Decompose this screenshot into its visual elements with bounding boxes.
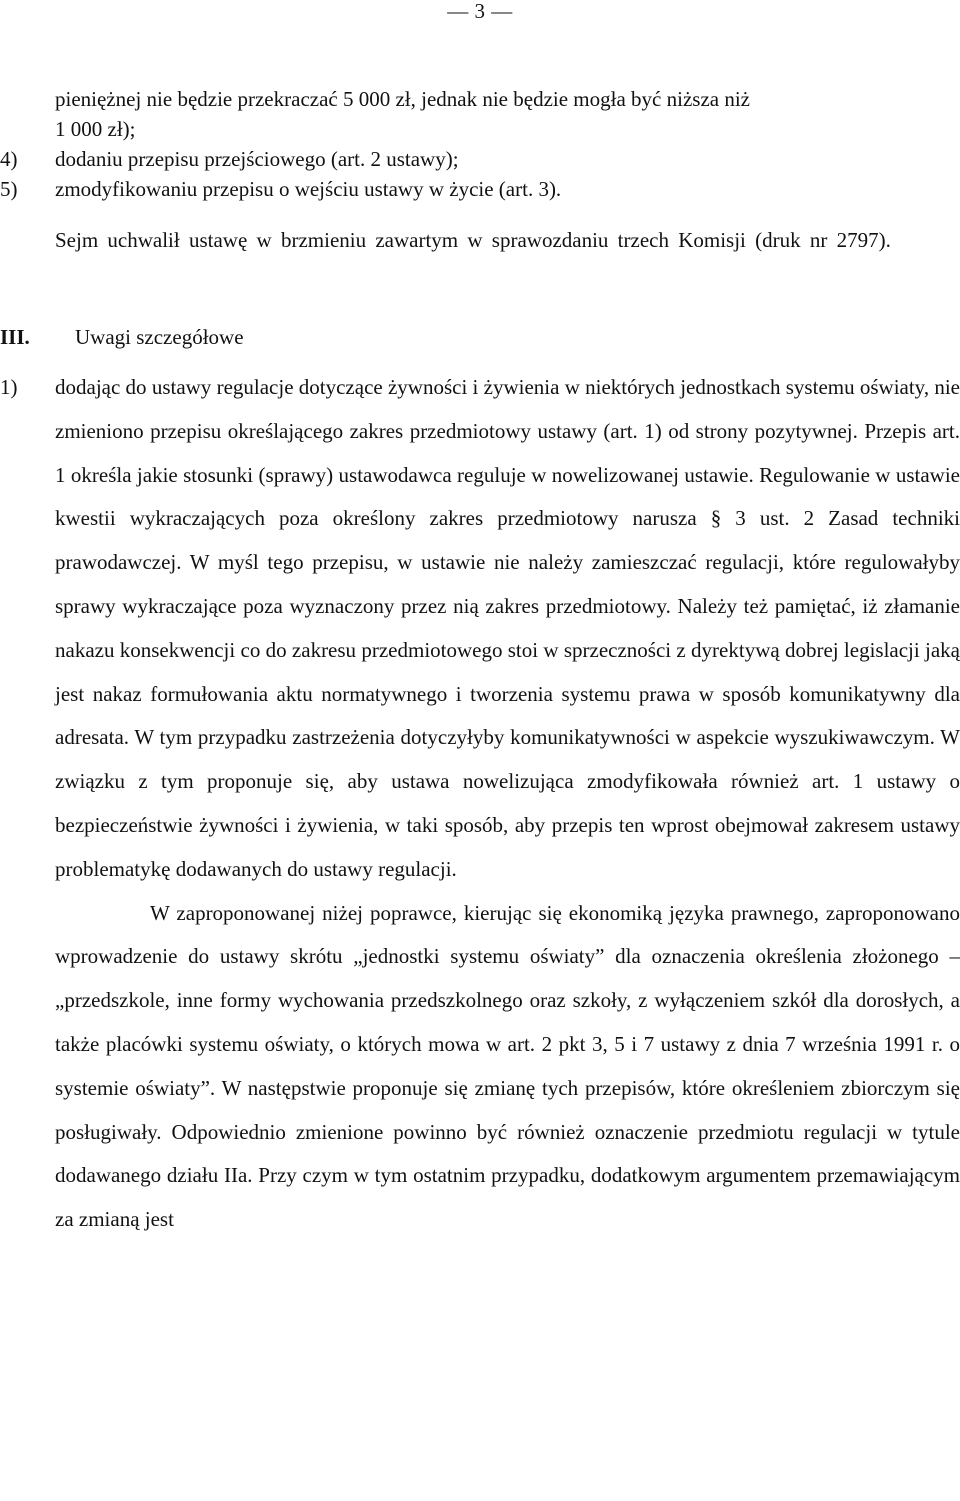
- list-item-number: 5): [0, 177, 18, 201]
- list-item-number: 1): [0, 375, 18, 399]
- list-item-number: 4): [0, 147, 18, 171]
- section-title: Uwagi szczegółowe: [75, 325, 244, 349]
- continuation-line-1: pieniężnej nie będzie przekraczać 5 000 zł, jednak nie będzie mogła być niższa niż: [55, 87, 750, 111]
- list-item-text: zmodyfikowaniu przepisu o wejściu ustawy w życie (art. 3).: [55, 177, 562, 201]
- section-heading: [0, 322, 960, 352]
- list-item: [0, 144, 960, 174]
- list-item: [0, 174, 960, 204]
- section-number: III.: [0, 325, 30, 349]
- page-number: — 3 —: [447, 0, 513, 23]
- list-item-text: dodając do ustawy regulacje dotyczące żywności i żywienia w niektórych jednostkach systemu oświaty, nie zmieniono przepisu określającego zakres przedmiotowy ustawy (art. 1) od strony pozytywnej. Przepis art. 1 określa jakie stosunki (sprawy) ustawodawca reguluje w nowelizowanej ustawie. Regulowanie w ustawie kwestii wykraczających poza określony zakres przedmiotowy narusza § 3 ust. 2 Zasad techniki prawodawczej. W myśl tego przepisu, w ustawie nie należy zamieszczać regulacji, które regulowałyby sprawy wykraczające poza wyznaczony przez nią zakres przedmiotowy. Należy też pamiętać, iż złamanie nakazu konsekwencji co do zakresu przedmiotowego stoi w sprzeczności z dyrektywą dobrej legislacji jaką jest nakaz formułowania aktu normatywnego i tworzenia systemu prawa w sposób komunikatywny dla adresata. W tym przypadku zastrzeżenia dotyczyłyby komunikatywności w aspekcie wyszukiwawczym. W związku z tym proponuje się, aby ustawa nowelizująca zmodyfikowała również art. 1 ustawy o bezpieczeństwie żywności i żywienia, w taki sposób, aby przepis ten wprost obejmował zakresem ustawy problematykę dodawanych do ustawy regulacji.: [55, 375, 960, 881]
- continuation-line-2: 1 000 zł);: [55, 117, 136, 141]
- sejm-paragraph: Sejm uchwalił ustawę w brzmieniu zawartym w sprawozdaniu trzech Komisji (druk nr 2797).: [55, 228, 891, 252]
- body-paragraph: W zaproponowanej niżej poprawce, kierując się ekonomiką języka prawnego, zaproponowano wprowadzenie do ustawy skrótu „jednostki systemu oświaty” dla oznaczenia określenia złożonego – „przedszkole, inne formy wychowania przedszkolnego oraz szkoły, z wyłączeniem szkół dla dorosłych, a także placówki systemu oświaty, o których mowa w art. 2 pkt 3, 5 i 7 ustawy z dnia 7 września 1991 r. o systemie oświaty”. W następstwie proponuje się zmianę tych przepisów, które określeniem zbiorczym się posługiwały. Odpowiednio zmienione powinno być również oznaczenie przedmiotu regulacji w tytule dodawanego działu IIa. Przy czym w tym ostatnim przypadku, dodatkowym argumentem przemawiającym za zmianą jest: [55, 900, 960, 1232]
- document-body: [0, 84, 960, 1242]
- list-item: [0, 366, 960, 892]
- list-item-text: dodaniu przepisu przejściowego (art. 2 ustawy);: [55, 147, 459, 171]
